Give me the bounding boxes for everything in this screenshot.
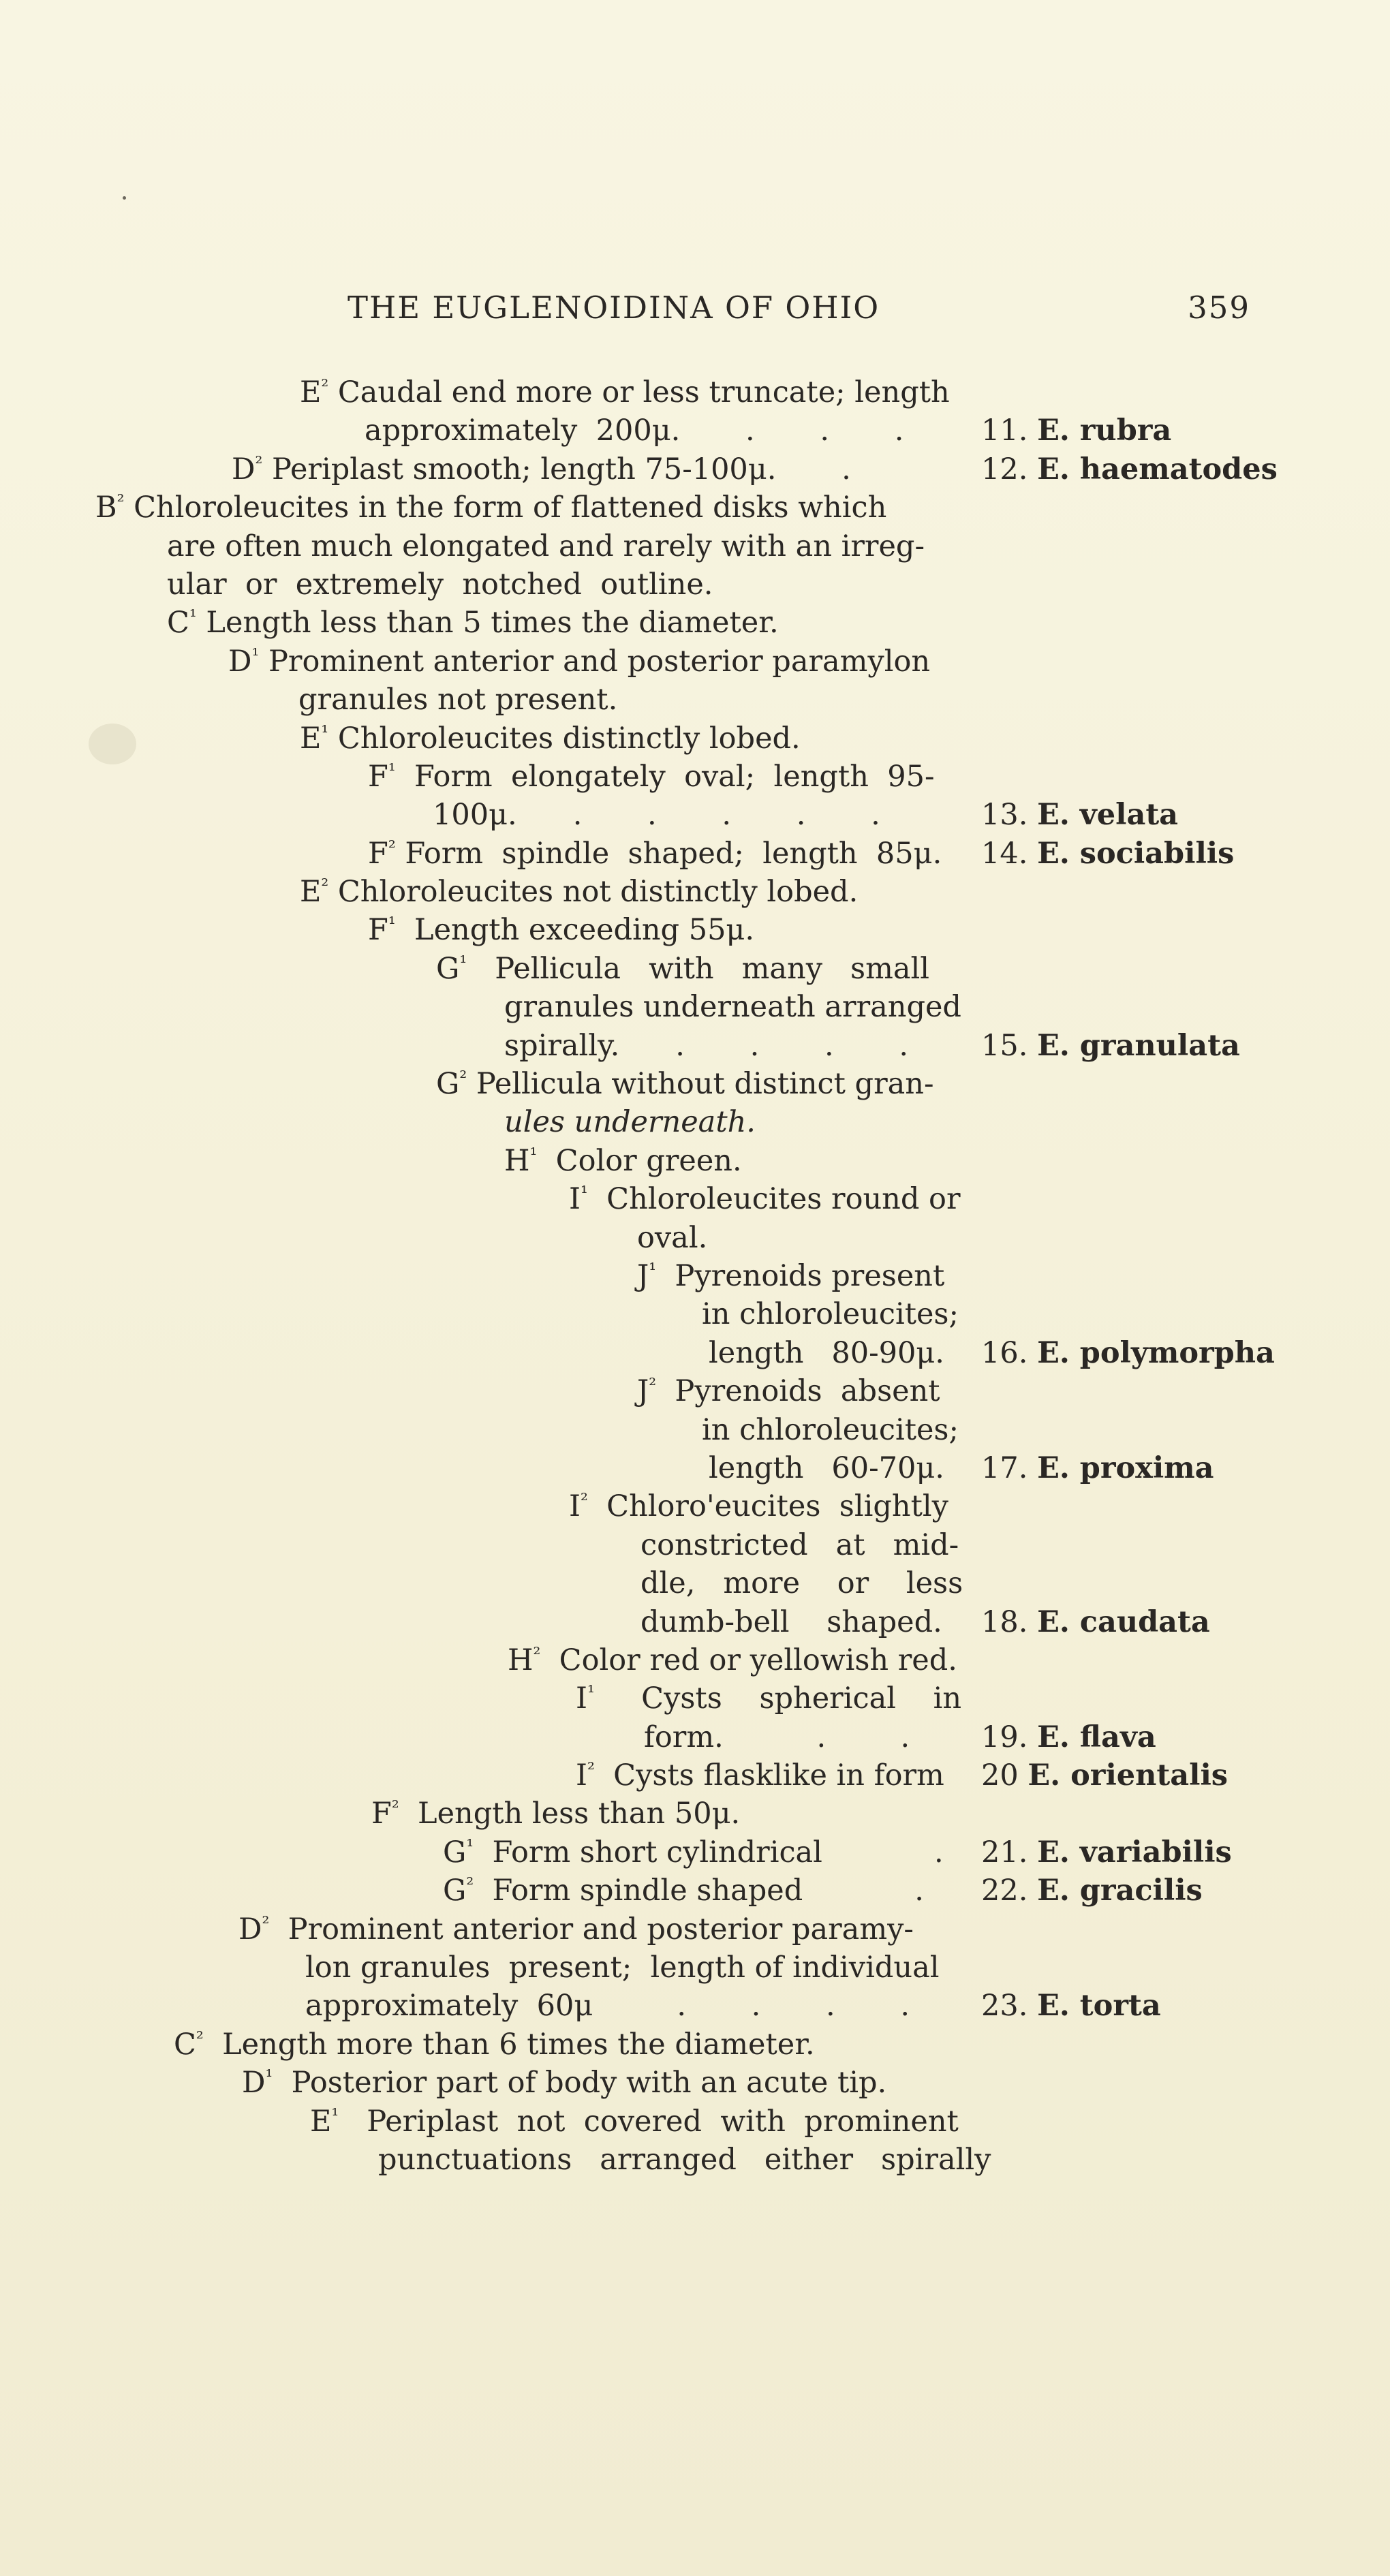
key-line	[0, 373, 1390, 412]
key-line	[0, 1564, 1390, 1602]
identification-key	[0, 373, 1390, 2179]
key-line	[0, 1872, 1390, 1910]
key-text: dumb-bell shaped.	[640, 1604, 942, 1639]
key-line	[0, 488, 1390, 527]
key-line	[0, 2026, 1390, 2064]
key-line	[0, 911, 1390, 949]
species-name: 13. E. velata	[981, 798, 1179, 833]
key-line	[0, 1910, 1390, 1949]
key-text: $C^{^2}$ Length more than 6 times the diameter.	[174, 2027, 815, 2062]
key-text: length 60-70μ.	[709, 1450, 944, 1485]
key-line	[0, 565, 1390, 604]
species-name: 19. E. flava	[981, 1720, 1156, 1754]
key-line	[0, 1142, 1390, 1180]
key-line	[0, 1526, 1390, 1564]
key-text: $I^{^2}$ Chloro'eucites slightly	[569, 1489, 948, 1524]
key-text: $D^{^1}$ Prominent anterior and posterior paramylon	[228, 644, 931, 679]
key-text: $B^{^2}$ Chloroleucites in the form of flattened disks which	[95, 491, 887, 525]
key-text: ules underneath.	[504, 1105, 756, 1140]
key-text: $F^{^2}$ Form spindle shaped; length 85μ.	[368, 836, 942, 871]
species-name: 12. E. haematodes	[981, 452, 1278, 486]
key-text: $I^{^1}$ Chloroleucites round or	[569, 1182, 961, 1217]
key-line	[0, 1180, 1390, 1218]
key-text: granules underneath arranged	[504, 990, 961, 1025]
key-text: $J^{^1}$ Pyrenoids present	[637, 1258, 945, 1293]
key-text: $D^{^1}$ Posterior part of body with an acute tip.	[242, 2066, 887, 2100]
key-line	[0, 412, 1390, 450]
key-text: $E^{^1}$ Periplast not covered with prominent	[310, 2104, 959, 2139]
key-text: $F^{^1}$ Form elongately oval; length 95-	[368, 759, 935, 794]
key-line	[0, 1103, 1390, 1141]
key-text: are often much elongated and rarely with an irreg-	[167, 529, 925, 563]
key-line	[0, 1257, 1390, 1295]
key-text: $C^{^1}$ Length less than 5 times the diameter.	[167, 606, 779, 640]
key-text: oval.	[637, 1220, 708, 1255]
key-text: in chloroleucites;	[702, 1297, 959, 1332]
key-text: lon granules present; length of individual	[305, 1951, 940, 1985]
key-text: $G^{^1}$ Form short cylindrical .	[443, 1835, 944, 1869]
key-line	[0, 642, 1390, 681]
key-line	[0, 1334, 1390, 1372]
key-line	[0, 1756, 1390, 1795]
key-line	[0, 1027, 1390, 1065]
key-line	[0, 2064, 1390, 2102]
key-text: $I^{^2}$ Cysts flasklike in form	[576, 1758, 944, 1793]
species-name: 18. E. caudata	[981, 1604, 1210, 1639]
key-text: $E^{^2}$ Caudal end more or less truncate; length	[300, 375, 950, 409]
key-line	[0, 527, 1390, 565]
species-name: 22. E. gracilis	[981, 1874, 1203, 1908]
key-text: ular or extremely notched outline.	[167, 567, 713, 602]
key-text: form. . .	[644, 1720, 910, 1754]
ink-speck	[123, 196, 126, 200]
key-text: $D^{^2}$ Periplast smooth; length 75-100μ. .	[232, 452, 851, 486]
key-text: $I^{^1}$ Cysts spherical in	[576, 1681, 962, 1716]
page-number: 359	[1188, 290, 1250, 326]
key-text: length 80-90μ.	[709, 1335, 944, 1370]
key-line	[0, 1372, 1390, 1410]
species-name: 11. E. rubra	[981, 414, 1172, 448]
key-text: 100μ. . . . . .	[433, 798, 880, 833]
key-line	[0, 1795, 1390, 1833]
species-name: 21. E. variabilis	[981, 1835, 1232, 1869]
key-text: $G^{^2}$ Form spindle shaped .	[443, 1874, 924, 1908]
key-line	[0, 873, 1390, 911]
key-line	[0, 1487, 1390, 1525]
key-line	[0, 2141, 1390, 2179]
species-name: 17. E. proxima	[981, 1450, 1214, 1485]
running-title: THE EUGLENOIDINA OF OHIO	[348, 290, 880, 326]
key-text: constricted at mid-	[640, 1527, 959, 1562]
key-line	[0, 1679, 1390, 1718]
key-text: in chloroleucites;	[702, 1412, 959, 1447]
key-line	[0, 1295, 1390, 1333]
key-text: punctuations arranged either spirally	[378, 2142, 991, 2177]
key-line	[0, 1833, 1390, 1872]
key-line	[0, 1219, 1390, 1257]
key-line	[0, 1987, 1390, 2025]
key-text: $E^{^2}$ Chloroleucites not distinctly lobed.	[300, 875, 859, 910]
key-text: $F^{^1}$ Length exceeding 55μ.	[368, 913, 755, 948]
key-text: $H^{^1}$ Color green.	[504, 1143, 742, 1178]
key-line	[0, 835, 1390, 873]
species-name: 23. E. torta	[981, 1989, 1161, 2023]
key-line	[0, 2102, 1390, 2141]
key-text: $E^{^1}$ Chloroleucites distinctly lobed.	[300, 721, 801, 756]
species-name: 14. E. sociabilis	[981, 836, 1235, 871]
key-text: $D^{^2}$ Prominent anterior and posterior paramy-	[238, 1912, 914, 1946]
key-text: dle, more or less	[640, 1566, 963, 1601]
key-text: spirally. . . . .	[504, 1028, 909, 1063]
key-text: $G^{^1}$ Pellicula with many small	[436, 951, 929, 986]
species-name: 16. E. polymorpha	[981, 1335, 1275, 1370]
key-line	[0, 719, 1390, 758]
key-line	[0, 681, 1390, 719]
species-name: 15. E. granulata	[981, 1028, 1240, 1063]
key-line	[0, 950, 1390, 988]
key-text: $G^{^2}$ Pellicula without distinct gran-	[436, 1067, 934, 1102]
key-text: granules not present.	[298, 683, 618, 717]
page-header	[348, 290, 1250, 330]
key-line	[0, 604, 1390, 642]
key-line	[0, 796, 1390, 834]
key-line	[0, 1718, 1390, 1756]
key-text: $J^{^2}$ Pyrenoids absent	[637, 1374, 940, 1409]
key-text: approximately 200μ. . . .	[365, 414, 904, 448]
key-line	[0, 1641, 1390, 1679]
key-line	[0, 988, 1390, 1026]
key-line	[0, 1949, 1390, 1987]
species-name: 20 E. orientalis	[981, 1758, 1228, 1793]
key-line	[0, 1411, 1390, 1449]
key-line	[0, 1065, 1390, 1103]
key-line	[0, 450, 1390, 488]
key-text: $F^{^2}$ Length less than 50μ.	[371, 1797, 741, 1831]
key-text: approximately 60μ . . . .	[305, 1989, 910, 2023]
key-text: $H^{^2}$ Color red or yellowish red.	[508, 1643, 957, 1677]
key-line	[0, 1449, 1390, 1487]
key-line	[0, 758, 1390, 796]
key-line	[0, 1603, 1390, 1641]
